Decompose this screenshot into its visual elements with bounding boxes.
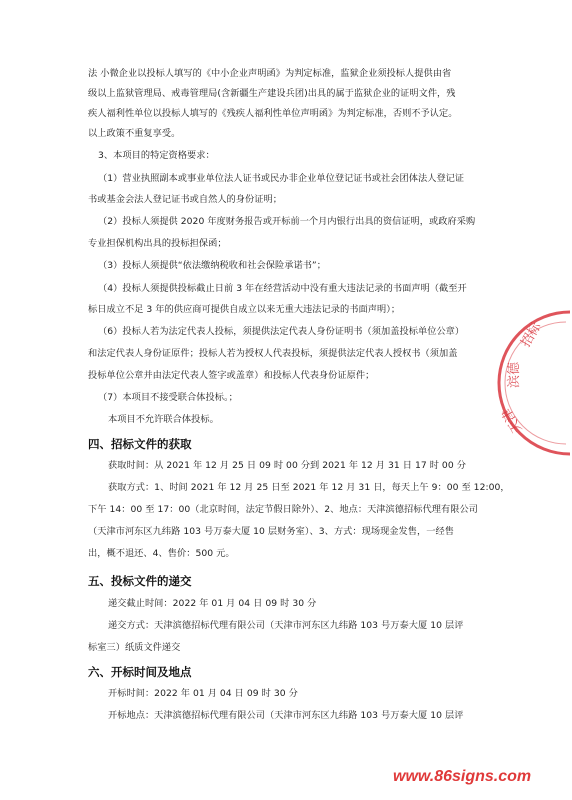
body-line: （4）投标人须提供投标截止日前 3 年在经营活动中没有重大违法记录的书面声明（截至开	[98, 283, 467, 294]
svg-text:招标: 招标	[518, 319, 545, 350]
body-line: 和法定代表人身份证原件；投标人若为授权人代表投标，须提供法定代表人授权书（须加盖	[88, 348, 458, 359]
section-heading: 五、投标文件的递交	[88, 574, 192, 588]
body-line: 书或基金会法人登记证书或自然人的身份证明；	[88, 194, 282, 205]
body-line: 3、本项目的特定资格要求：	[98, 150, 215, 161]
section-line: 开标地点：天津滨德招标代理有限公司（天津市河东区九纬路 103 号万泰大厦 10 层评	[108, 710, 464, 721]
body-line: （2）投标人须提供 2020 年度财务报告或开标前一个月内银行出具的资信证明，或政府采购	[98, 216, 476, 227]
body-line: 疾人福利性单位以投标人填写的《残疾人福利性单位声明函》为判定标准，否则不予认定。	[88, 108, 458, 119]
body-line: （7）本项目不接受联合体投标。；	[98, 392, 238, 403]
body-line: （3）投标人须提供“依法缴纳税收和社会保险承诺书”；	[98, 260, 326, 271]
section-heading: 六、开标时间及地点	[88, 665, 192, 679]
section-line: 出，概不退还、4、售价：500 元。	[88, 548, 235, 559]
body-line: 本项目不允许联合体投标。	[108, 414, 219, 425]
section-line: 获取时间：从 2021 年 12 月 25 日 09 时 00 分到 2021 年 12 月 31 日 17 时 00 分	[108, 460, 466, 471]
company-seal-stamp	[499, 308, 572, 458]
section-line: 递交方式：天津滨德招标代理有限公司（天津市河东区九纬路 103 号万泰大厦 10 层评	[108, 620, 464, 631]
body-line: （1）营业执照副本或事业单位法人证书或民办非企业单位登记证书或社会团体法人登记证	[98, 173, 465, 184]
body-line: 标日成立不足 3 年的供应商可提供自成立以来无重大违法记录的书面声明）；	[88, 304, 401, 315]
section-line: 开标时间：2022 年 01 月 04 日 09 时 30 分	[108, 688, 298, 699]
section-line: 递交截止时间：2022 年 01 月 04 日 09 时 30 分	[108, 598, 317, 609]
section-line: （天津市河东区九纬路 103 号万泰大厦 10 层财务室）、3、方式：现场现金发售，一经售	[88, 526, 454, 537]
section-line: 标室三）纸质文件递交	[88, 642, 181, 653]
body-line: 投标单位公章并由法定代表人签字或盖章）和投标人代表身份证原件；	[88, 370, 375, 381]
body-line: 以上政策不重复享受。	[88, 128, 181, 139]
section-line: 获取方式：1、时间 2021 年 12 月 25 日至 2021 年 12 月 31 日，每天上午 9：00 至 12:00，	[108, 482, 510, 493]
body-line: 法 小微企业以投标人填写的《中小企业声明函》为判定标准，监狱企业须投标人提供由省	[88, 68, 452, 79]
svg-text:天津: 天津	[499, 405, 526, 436]
svg-text:滨德: 滨德	[507, 361, 522, 388]
site-watermark: www.86signs.com	[393, 768, 532, 785]
body-line: 级以上监狱管理局、戒毒管理局(含新疆生产建设兵团)出具的属于监狱企业的证明文件，残	[88, 88, 456, 99]
body-line: 专业担保机构出具的投标担保函；	[88, 238, 227, 249]
section-heading: 四、招标文件的获取	[88, 437, 192, 451]
body-line: （6）投标人若为法定代表人投标，须提供法定代表人身份证明书（须加盖投标单位公章）	[98, 326, 465, 337]
section-line: 下午 14：00 至 17：00（北京时间，法定节假日除外）、2、地点：天津滨德招标代理有限公司	[88, 504, 478, 515]
